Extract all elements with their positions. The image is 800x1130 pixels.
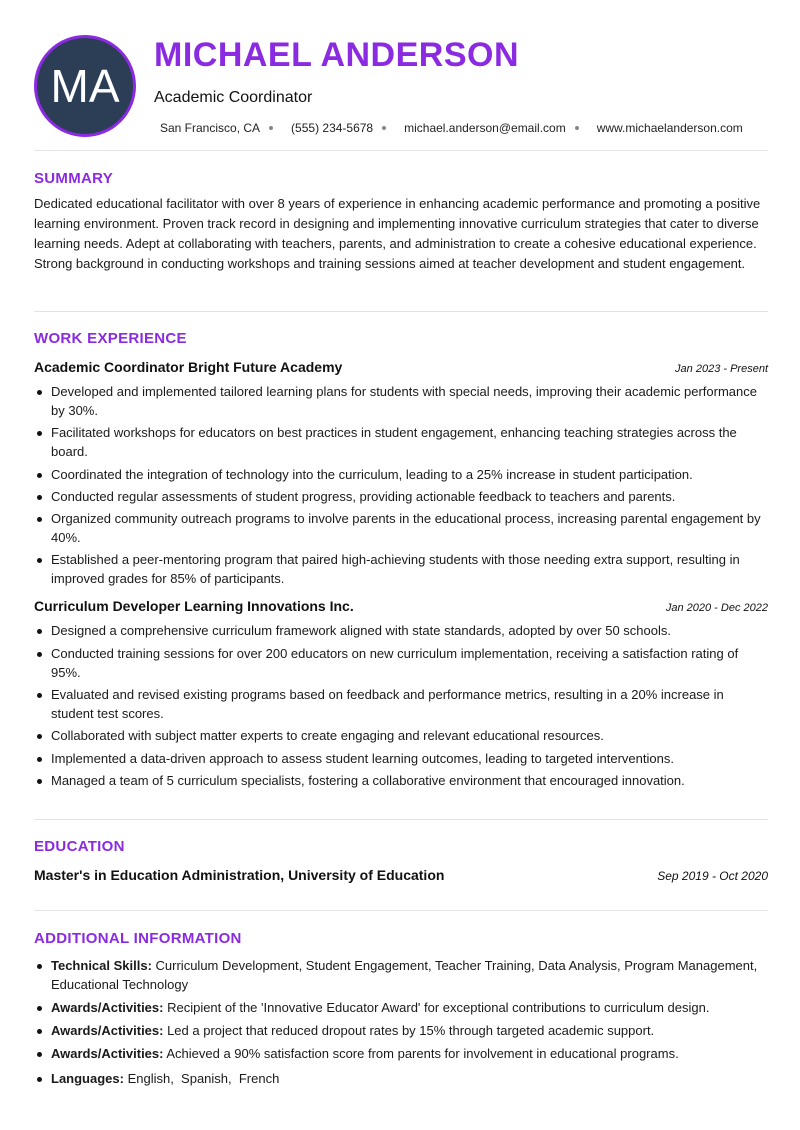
job-bullets xyxy=(34,621,768,789)
education-dates: Sep 2019 - Oct 2020 xyxy=(657,869,768,883)
bullet-item: Collaborated with subject matter experts to create engaging and relevant educational resources. xyxy=(34,726,768,745)
work-experience-section xyxy=(34,312,768,820)
contact-phone xyxy=(291,121,404,135)
job-bullets xyxy=(34,382,768,588)
resume-page xyxy=(34,0,768,1092)
bullet-item: Managed a team of 5 curriculum specialists, fostering a collaborative environment that encouraged innovation. xyxy=(34,771,768,790)
candidate-name: MICHAEL ANDERSON xyxy=(154,36,520,74)
location-text: San Francisco, CA xyxy=(160,121,261,135)
bullet-text: Curriculum Development, Student Engagement, Teacher Training, Data Analysis, Program Management, Educational Technology xyxy=(51,958,758,992)
bullet-item-award xyxy=(34,1044,768,1063)
summary-text: Dedicated educational facilitator with over 8 years of experience in enhancing academic performance and promoting a positive learning environment. Proven track record in designing and implementing innovative curriculum strategies that cater to diverse learning needs. Adept at collaborating with teachers, parents, and administration to create a cohesive educational experience. Strong background in conducting workshops and training sessions aimed at teacher development and student engagement. xyxy=(34,196,761,271)
job-title-company: Academic Coordinator Bright Future Academy xyxy=(34,359,343,375)
bullet-label: Technical Skills: xyxy=(51,958,152,973)
contact-email[interactable] xyxy=(404,121,597,135)
section-heading: EDUCATION xyxy=(34,838,125,855)
bullet-item: Evaluated and revised existing programs based on feedback and performance metrics, resulting in a 20% increase in student test scores. xyxy=(34,685,768,723)
contact-bar xyxy=(160,121,743,135)
bullet-text: Achieved a 90% satisfaction score from parents for involvement in educational programs. xyxy=(163,1046,679,1061)
job-dates: Jan 2023 - Present xyxy=(675,363,768,375)
separator-dot-icon xyxy=(382,126,386,130)
job-entry xyxy=(34,359,768,588)
bullet-text: Led a project that reduced dropout rates by 15% through targeted academic support. xyxy=(163,1023,655,1038)
bullet-item: Designed a comprehensive curriculum framework aligned with state standards, adopted by over 50 schools. xyxy=(34,621,768,640)
candidate-title: Academic Coordinator xyxy=(154,89,313,106)
contact-website[interactable] xyxy=(597,121,743,135)
bullet-item-award xyxy=(34,998,768,1017)
job-entry xyxy=(34,598,768,789)
separator-dot-icon xyxy=(575,126,579,130)
contact-location xyxy=(160,121,291,135)
section-heading: SUMMARY xyxy=(34,170,114,187)
bullet-label: Awards/Activities: xyxy=(51,1023,164,1038)
bullet-item: Organized community outreach programs to involve parents in the educational process, increasing parental engagement by 40%. xyxy=(34,509,768,547)
job-dates: Jan 2020 - Dec 2022 xyxy=(665,602,768,615)
website-link[interactable]: www.michaelanderson.com xyxy=(596,121,743,135)
bullet-label: Awards/Activities: xyxy=(51,1000,164,1015)
additional-bullets xyxy=(34,956,768,1088)
bullet-item: Developed and implemented tailored learning plans for students with special needs, improving their academic performance by 30%. xyxy=(34,382,768,420)
bullet-item: Facilitated workshops for educators on best practices in student engagement, enhancing teaching strategies across the board. xyxy=(34,423,768,461)
separator-dot-icon xyxy=(269,126,273,130)
bullet-item: Coordinated the integration of technology into the curriculum, leading to a 25% increase in student participation. xyxy=(34,465,768,484)
bullet-text: English, Spanish, French xyxy=(123,1071,280,1086)
summary-section xyxy=(34,151,768,312)
education-section xyxy=(34,820,768,911)
avatar xyxy=(34,35,136,137)
bullet-item-languages xyxy=(34,1069,768,1088)
bullet-item-skills xyxy=(34,956,768,994)
job-title-company: Curriculum Developer Learning Innovations Inc. xyxy=(34,598,354,615)
bullet-item: Implemented a data-driven approach to assess student learning outcomes, leading to targeted interventions. xyxy=(34,749,768,768)
bullet-item-award xyxy=(34,1021,768,1040)
degree-text: Master's in Education Administration, University of Education xyxy=(34,867,445,883)
section-heading: WORK EXPERIENCE xyxy=(34,330,187,347)
bullet-item: Established a peer-mentoring program that paired high-achieving students with those needing extra support, resulting in improved grades for 85% of participants. xyxy=(34,550,768,588)
additional-info-section xyxy=(34,911,768,1088)
section-heading: ADDITIONAL INFORMATION xyxy=(34,930,242,947)
phone-text: (555) 234-5678 xyxy=(291,121,374,135)
bullet-item: Conducted regular assessments of student progress, providing actionable feedback to teachers and parents. xyxy=(34,487,768,506)
bullet-text: Recipient of the 'Innovative Educator Award' for exceptional contributions to curriculum design. xyxy=(163,1000,710,1015)
resume-header xyxy=(34,0,768,151)
avatar-initials: MA xyxy=(50,60,120,112)
education-entry xyxy=(34,867,768,883)
job-header xyxy=(34,359,768,375)
bullet-label: Languages: xyxy=(51,1071,124,1086)
email-link[interactable]: michael.anderson@email.com xyxy=(404,121,566,135)
bullet-item: Conducted training sessions for over 200 educators on new curriculum implementation, receiving a satisfaction rating of 95%. xyxy=(34,644,768,682)
job-header xyxy=(34,598,768,614)
bullet-label: Awards/Activities: xyxy=(51,1046,164,1061)
